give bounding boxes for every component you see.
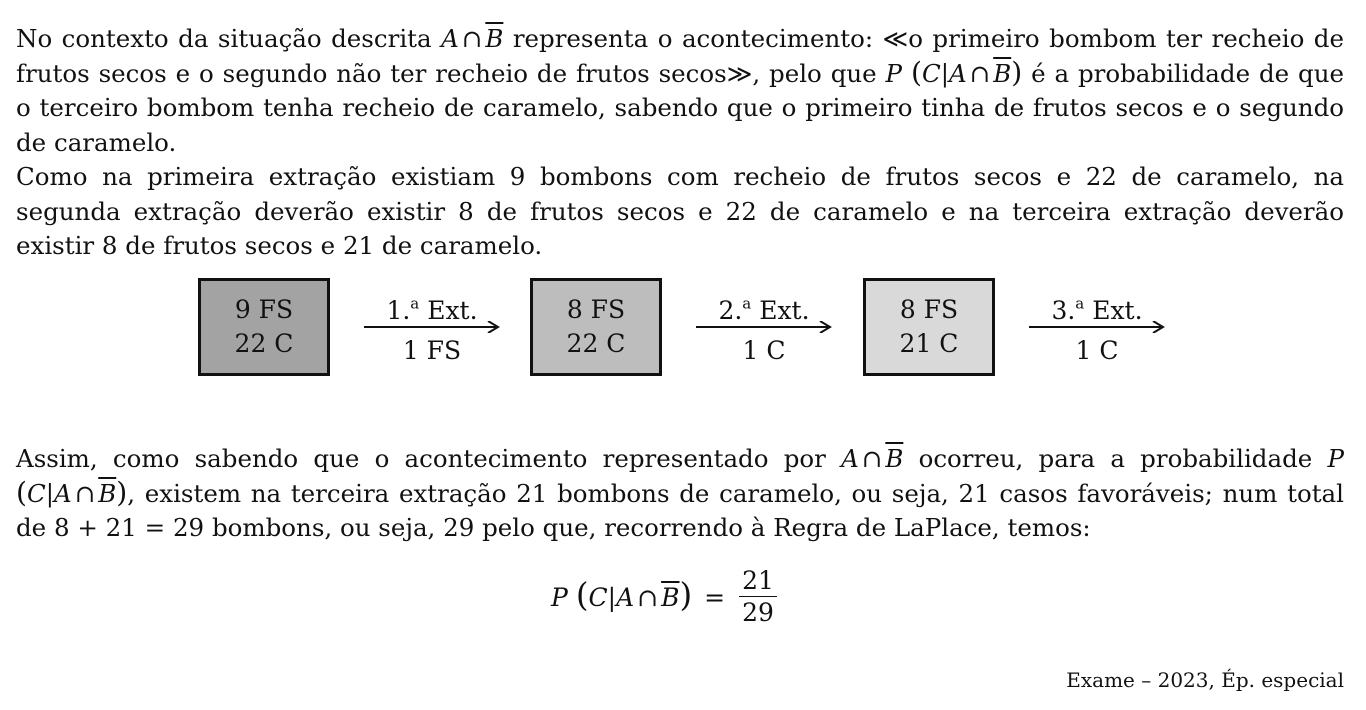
paragraph-intersection-meaning <box>16 22 1344 160</box>
math-lparen: ( <box>910 55 922 89</box>
math-b-bar: $\overline{B}$ <box>993 58 1012 88</box>
ordinal-number: 3. <box>1051 296 1076 325</box>
extraction-label: Ext. <box>759 296 810 325</box>
math-b-bar: $\overline{B}$ <box>98 478 117 508</box>
math-rparen: ) <box>679 576 693 614</box>
paragraph1-part3: é a probabilidade de que o terceiro bombom tenha recheio de caramelo, sabendo que o primeiro tinha de frutos secos e o segundo de caramelo. <box>16 58 1344 157</box>
math-a: A <box>841 444 859 473</box>
arrow-right-icon <box>1029 321 1165 333</box>
math-p: P <box>551 583 568 612</box>
arrow-extraction-2 <box>696 296 832 366</box>
paragraph3-part2: ocorreu, para a probabilidade <box>918 444 1313 473</box>
math-lparen: ( <box>575 576 589 614</box>
paragraph-extractions: Como na primeira extração existiam 9 bombons com recheio de frutos secos e 22 de caramelo, na segunda extração deverão existir 8 de frutos secos e 22 de caramelo e na terceira extração deverão existir 8 de frutos secos e 21 de caramelo. <box>16 162 1344 260</box>
math-c: C <box>588 583 608 612</box>
ordinal-suffix: a <box>1075 294 1085 313</box>
ordinal-suffix: a <box>410 294 420 313</box>
math-b-bar: $\overline{B}$ <box>485 24 504 53</box>
document-page <box>16 22 1344 264</box>
box-initial-state <box>198 278 330 376</box>
math-a: A <box>54 478 72 508</box>
document-page-lower <box>16 442 1344 546</box>
ordinal-number: 1. <box>386 296 411 325</box>
arrow-right-icon <box>696 321 832 333</box>
arrow-extraction-3 <box>1029 296 1165 366</box>
math-cap: ∩ <box>461 24 483 53</box>
math-cap: ∩ <box>637 583 659 612</box>
box-after-second-extraction <box>863 278 995 376</box>
math-rparen: ) <box>116 475 128 509</box>
paragraph3-part4: bombons, ou seja, 29 pelo que, recorrendo à Regra de LaPlace, temos: <box>211 513 1091 542</box>
exam-source: Exame – 2023, Ép. especial <box>1066 668 1344 692</box>
extraction-label: Ext. <box>1092 296 1143 325</box>
math-c: C <box>921 58 941 88</box>
math-a-cap-notb <box>441 24 503 53</box>
fraction-numerator: 21 <box>742 566 774 595</box>
box-fs-count: 8 FS <box>899 295 959 324</box>
math-a: A <box>948 58 967 88</box>
math-cap: ∩ <box>74 478 96 508</box>
arrow-result: 1 C <box>742 336 786 365</box>
math-cap: ∩ <box>969 58 991 88</box>
extraction-label: Ext. <box>427 296 478 325</box>
fraction-denominator: 29 <box>742 598 774 627</box>
math-b-bar: $\overline{B}$ <box>661 583 680 612</box>
box-after-first-extraction <box>530 278 662 376</box>
box-c-count: 22 C <box>566 329 626 358</box>
paragraph-laplace <box>16 442 1344 546</box>
math-given-bar: | <box>607 583 617 612</box>
math-prob-c-given <box>551 576 693 614</box>
ordinal-number: 2. <box>718 296 743 325</box>
fraction <box>739 566 777 629</box>
math-p: P <box>1327 444 1345 473</box>
math-lparen: ( <box>16 475 27 509</box>
arrow-result: 1 FS <box>402 336 462 365</box>
math-sum: 8 + 21 = 29 <box>53 513 205 542</box>
extraction-diagram <box>0 278 1328 382</box>
math-a-cap-notb <box>841 444 903 473</box>
math-p: P <box>885 58 903 88</box>
paragraph1-part2: representa o acontecimento: ≪o primeiro bombom ter recheio de frutos secos e o segundo não ter recheio de frutos secos≫, pelo que <box>16 24 1344 88</box>
box-c-count: 22 C <box>234 329 294 358</box>
math-given-bar: | <box>940 58 949 88</box>
math-a: A <box>616 583 635 612</box>
box-fs-count: 8 FS <box>566 295 626 324</box>
final-probability-formula <box>0 566 1328 629</box>
math-rparen: ) <box>1011 55 1023 89</box>
math-prob-c-given <box>885 55 1023 89</box>
box-fs-count: 9 FS <box>234 295 294 324</box>
math-a: A <box>441 24 459 53</box>
paragraph1-part1: No contexto da situação descrita <box>16 24 432 53</box>
math-c: C <box>27 478 46 508</box>
arrow-result: 1 C <box>1075 336 1119 365</box>
math-given-bar: | <box>45 478 55 508</box>
box-c-count: 21 C <box>899 329 959 358</box>
math-cap: ∩ <box>861 444 883 473</box>
arrow-extraction-1 <box>364 296 500 366</box>
math-b-bar: $\overline{B}$ <box>885 444 904 473</box>
ordinal-suffix: a <box>742 294 752 313</box>
paragraph3-part3: , existem na terceira extração 21 bombons de caramelo, ou seja, 21 casos favoráveis; num total de <box>16 478 1344 542</box>
math-equals: = <box>704 583 726 612</box>
arrow-right-icon <box>364 321 500 333</box>
paragraph3-part1: Assim, como sabendo que o acontecimento representado por <box>16 444 826 473</box>
